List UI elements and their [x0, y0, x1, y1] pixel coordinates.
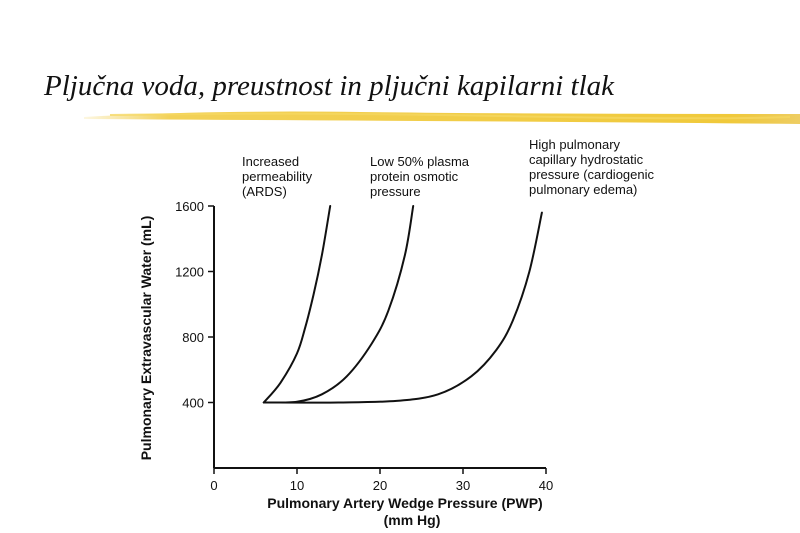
annotation-line: pressure	[370, 184, 421, 199]
y-tick-label: 1600	[175, 199, 204, 214]
x-tick-label: 30	[455, 478, 471, 493]
curve-high-hydrostatic	[264, 213, 542, 403]
slide-title: Pljučna voda, preustnost in pljučni kapilarni tlak	[44, 70, 615, 102]
x-tick-label: 20	[372, 478, 388, 493]
x-tick-label: 40	[538, 478, 554, 493]
annotation-line: pulmonary edema)	[529, 182, 638, 197]
annotation-line: protein osmotic	[370, 169, 459, 184]
annotation-line: permeability	[242, 169, 313, 184]
y-tick-label: 800	[182, 330, 204, 345]
curve-increased-permeability	[264, 206, 330, 403]
annotation-line: Low 50% plasma	[370, 154, 469, 169]
annotation-low-protein	[370, 154, 469, 199]
annotation-line: pressure (cardiogenic	[529, 167, 655, 182]
annotation-high-hydrostatic	[529, 137, 654, 197]
y-tick-label: 400	[182, 395, 204, 411]
x-axis-unit-label: (mm Hg)	[383, 512, 441, 528]
x-tick-label: 10	[289, 478, 305, 493]
y-tick-label: 1200	[175, 264, 204, 280]
annotation-line: Increased	[242, 154, 300, 169]
x-tick-label: 0	[210, 478, 218, 493]
x-axis-label: Pulmonary Artery Wedge Pressure (PWP)	[267, 495, 543, 511]
annotation-line: capillary hydrostatic	[529, 152, 644, 167]
annotation-line: (ARDS)	[242, 184, 287, 199]
y-axis-label: Pulmonary Extravascular Water (mL)	[138, 215, 154, 461]
annotation-line: High pulmonary	[529, 137, 621, 152]
annotation-increased-permeability	[242, 154, 312, 199]
